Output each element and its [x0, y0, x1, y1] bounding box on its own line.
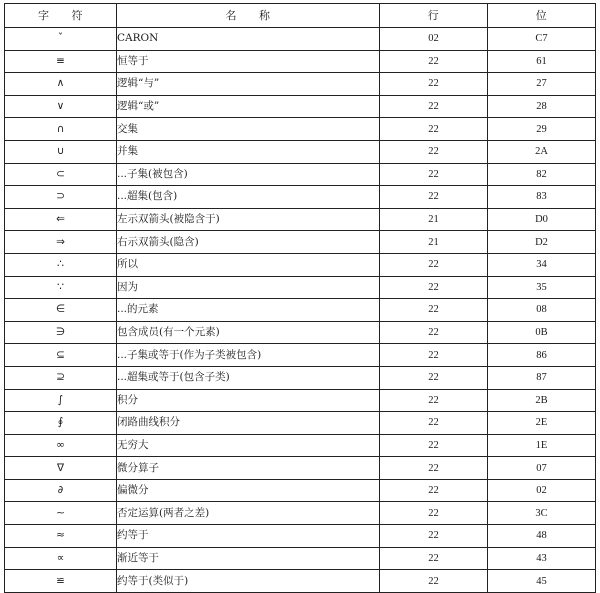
- cell-position: 43: [488, 547, 596, 570]
- cell-name: 恒等于: [117, 50, 380, 73]
- cell-name: 约等于(类似于): [117, 570, 380, 593]
- cell-row: 22: [380, 140, 488, 163]
- table-row: [5, 570, 596, 593]
- cell-name: ...超集(包含): [117, 186, 380, 209]
- cell-name: 偏微分: [117, 479, 380, 502]
- cell-position: 1E: [488, 434, 596, 457]
- table-row: [5, 412, 596, 435]
- cell-row: 22: [380, 434, 488, 457]
- table-row: [5, 73, 596, 96]
- cell-row: 22: [380, 73, 488, 96]
- cell-name: 包含成员(有一个元素): [117, 321, 380, 344]
- cell-position: 28: [488, 95, 596, 118]
- cell-row: 22: [380, 50, 488, 73]
- cell-position: D2: [488, 231, 596, 254]
- cell-name: ...的元素: [117, 299, 380, 322]
- cell-symbol: ⊆: [5, 344, 117, 367]
- table-row: [5, 95, 596, 118]
- cell-name: 所以: [117, 253, 380, 276]
- cell-position: 61: [488, 50, 596, 73]
- header-name: 名 称: [117, 4, 380, 28]
- cell-row: 22: [380, 118, 488, 141]
- cell-row: 22: [380, 525, 488, 548]
- table-row: [5, 231, 596, 254]
- cell-row: 02: [380, 28, 488, 51]
- header-symbol: 字 符: [5, 4, 117, 28]
- cell-position: 34: [488, 253, 596, 276]
- table-row: [5, 208, 596, 231]
- cell-row: 22: [380, 344, 488, 367]
- table-row: [5, 186, 596, 209]
- cell-name: ...子集或等于(作为子类被包含): [117, 344, 380, 367]
- table-row: [5, 457, 596, 480]
- cell-row: 22: [380, 276, 488, 299]
- cell-row: 22: [380, 389, 488, 412]
- cell-position: 0B: [488, 321, 596, 344]
- cell-position: 87: [488, 366, 596, 389]
- cell-position: 83: [488, 186, 596, 209]
- cell-name: 闭路曲线积分: [117, 412, 380, 435]
- cell-position: 3C: [488, 502, 596, 525]
- cell-row: 22: [380, 412, 488, 435]
- cell-row: 22: [380, 95, 488, 118]
- cell-position: 2B: [488, 389, 596, 412]
- cell-name: ...子集(被包含): [117, 163, 380, 186]
- cell-symbol: ⇒: [5, 231, 117, 254]
- cell-name: 左示双箭头(被隐含于): [117, 208, 380, 231]
- cell-row: 22: [380, 457, 488, 480]
- cell-symbol: ≈: [5, 525, 117, 548]
- cell-position: 08: [488, 299, 596, 322]
- cell-symbol: ∴: [5, 253, 117, 276]
- cell-symbol: ∨: [5, 95, 117, 118]
- table-row: [5, 50, 596, 73]
- table-row: [5, 28, 596, 51]
- table-row: [5, 547, 596, 570]
- header-row: [5, 4, 596, 28]
- cell-name: 因为: [117, 276, 380, 299]
- header-row-number: 行: [380, 4, 488, 28]
- cell-position: D0: [488, 208, 596, 231]
- cell-row: 22: [380, 366, 488, 389]
- cell-row: 22: [380, 163, 488, 186]
- cell-position: 07: [488, 457, 596, 480]
- cell-row: 22: [380, 570, 488, 593]
- cell-position: 82: [488, 163, 596, 186]
- cell-position: 45: [488, 570, 596, 593]
- table-row: [5, 479, 596, 502]
- cell-symbol: ˇ: [5, 28, 117, 51]
- cell-row: 22: [380, 502, 488, 525]
- table-row: [5, 140, 596, 163]
- cell-symbol: ∼: [5, 502, 117, 525]
- cell-row: 22: [380, 299, 488, 322]
- cell-symbol: ∮: [5, 412, 117, 435]
- cell-name: 逻辑“与”: [117, 73, 380, 96]
- cell-symbol: ⊂: [5, 163, 117, 186]
- cell-name: 渐近等于: [117, 547, 380, 570]
- cell-name: CARON: [117, 28, 380, 51]
- cell-symbol: ⊃: [5, 186, 117, 209]
- cell-symbol: ≌: [5, 570, 117, 593]
- cell-symbol: ≡: [5, 50, 117, 73]
- table-row: [5, 253, 596, 276]
- cell-name: 交集: [117, 118, 380, 141]
- cell-name: 积分: [117, 389, 380, 412]
- cell-symbol: ∈: [5, 299, 117, 322]
- table-row: [5, 366, 596, 389]
- cell-symbol: ∵: [5, 276, 117, 299]
- table-row: [5, 321, 596, 344]
- table-row: [5, 434, 596, 457]
- cell-position: 02: [488, 479, 596, 502]
- cell-row: 22: [380, 321, 488, 344]
- table-row: [5, 502, 596, 525]
- table-header: [5, 4, 596, 28]
- cell-name: 无穷大: [117, 434, 380, 457]
- cell-symbol: ∞: [5, 434, 117, 457]
- cell-symbol: ∪: [5, 140, 117, 163]
- cell-position: 86: [488, 344, 596, 367]
- cell-position: 27: [488, 73, 596, 96]
- cell-symbol: ∇: [5, 457, 117, 480]
- cell-position: 2A: [488, 140, 596, 163]
- cell-name: 逻辑“或”: [117, 95, 380, 118]
- cell-name: ...超集或等于(包含子类): [117, 366, 380, 389]
- cell-position: 48: [488, 525, 596, 548]
- cell-name: 约等于: [117, 525, 380, 548]
- cell-symbol: ∝: [5, 547, 117, 570]
- table-row: [5, 299, 596, 322]
- character-code-table: [4, 3, 596, 593]
- cell-symbol: ∋: [5, 321, 117, 344]
- cell-position: C7: [488, 28, 596, 51]
- cell-name: 并集: [117, 140, 380, 163]
- cell-symbol: ∩: [5, 118, 117, 141]
- cell-name: 右示双箭头(隐含): [117, 231, 380, 254]
- cell-symbol: ⇐: [5, 208, 117, 231]
- table-row: [5, 525, 596, 548]
- table-body: [5, 28, 596, 593]
- cell-row: 21: [380, 231, 488, 254]
- cell-symbol: ∂: [5, 479, 117, 502]
- cell-name: 否定运算(两者之差): [117, 502, 380, 525]
- cell-position: 35: [488, 276, 596, 299]
- cell-row: 22: [380, 479, 488, 502]
- cell-symbol: ⊇: [5, 366, 117, 389]
- cell-position: 2E: [488, 412, 596, 435]
- cell-row: 22: [380, 253, 488, 276]
- cell-row: 22: [380, 547, 488, 570]
- header-position: 位: [488, 4, 596, 28]
- table-row: [5, 344, 596, 367]
- cell-row: 22: [380, 186, 488, 209]
- cell-symbol: ∧: [5, 73, 117, 96]
- table-row: [5, 276, 596, 299]
- cell-symbol: ∫: [5, 389, 117, 412]
- table-row: [5, 118, 596, 141]
- cell-position: 29: [488, 118, 596, 141]
- table-row: [5, 389, 596, 412]
- cell-name: 微分算子: [117, 457, 380, 480]
- table-row: [5, 163, 596, 186]
- cell-row: 21: [380, 208, 488, 231]
